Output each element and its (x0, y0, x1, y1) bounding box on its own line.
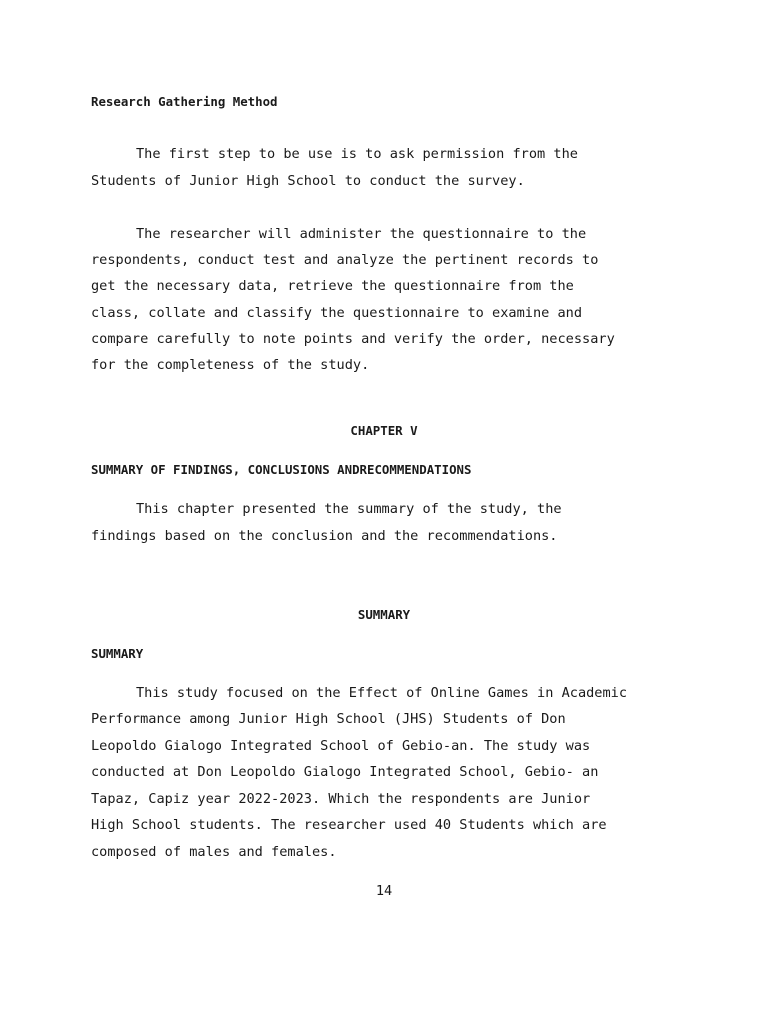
summary-para-line3: Leopoldo Gialogo Integrated School of Gebio-an. The study was (91, 738, 591, 754)
research-method-heading: Research Gathering Method (91, 94, 278, 109)
research-para2-line4: class, collate and classify the questionnaire to examine and (91, 305, 583, 321)
summary-para-line2: Performance among Junior High School (JHS) Students of Don (91, 711, 566, 727)
research-para2-line1: The researcher will administer the questionnaire to the (136, 226, 587, 242)
research-para2-line6: for the completeness of the study. (91, 357, 370, 373)
summary-para-line1: This study focused on the Effect of Online Games in Academic (136, 685, 628, 701)
summary-para-line7: composed of males and females. (91, 844, 337, 860)
research-para2-line3: get the necessary data, retrieve the questionnaire from the (91, 278, 574, 294)
summary-para-line4: conducted at Don Leopoldo Gialogo Integrated School, Gebio- an (91, 764, 599, 780)
chapter-intro-line2: findings based on the conclusion and the recommendations. (91, 528, 558, 544)
research-para2-line5: compare carefully to note points and verify the order, necessary (91, 331, 615, 347)
research-para2-line2: respondents, conduct test and analyze the pertinent records to (91, 252, 599, 268)
summary-para-line5: Tapaz, Capiz year 2022-2023. Which the respondents are Junior (91, 791, 591, 807)
page-number: 14 (375, 883, 393, 899)
summary-center-heading: SUMMARY (357, 607, 411, 622)
chapter-title: CHAPTER V (350, 423, 418, 438)
chapter-intro-line1: This chapter presented the summary of the study, the (136, 501, 562, 517)
research-para1-line2: Students of Junior High School to conduct the survey. (91, 173, 525, 189)
summary-para-line6: High School students. The researcher used 40 Students which are (91, 817, 607, 833)
chapter-subtitle: SUMMARY OF FINDINGS, CONCLUSIONS ANDRECOMMENDATIONS (91, 462, 472, 477)
research-para1-line1: The first step to be use is to ask permission from the (136, 146, 578, 162)
summary-left-heading: SUMMARY (91, 646, 144, 661)
